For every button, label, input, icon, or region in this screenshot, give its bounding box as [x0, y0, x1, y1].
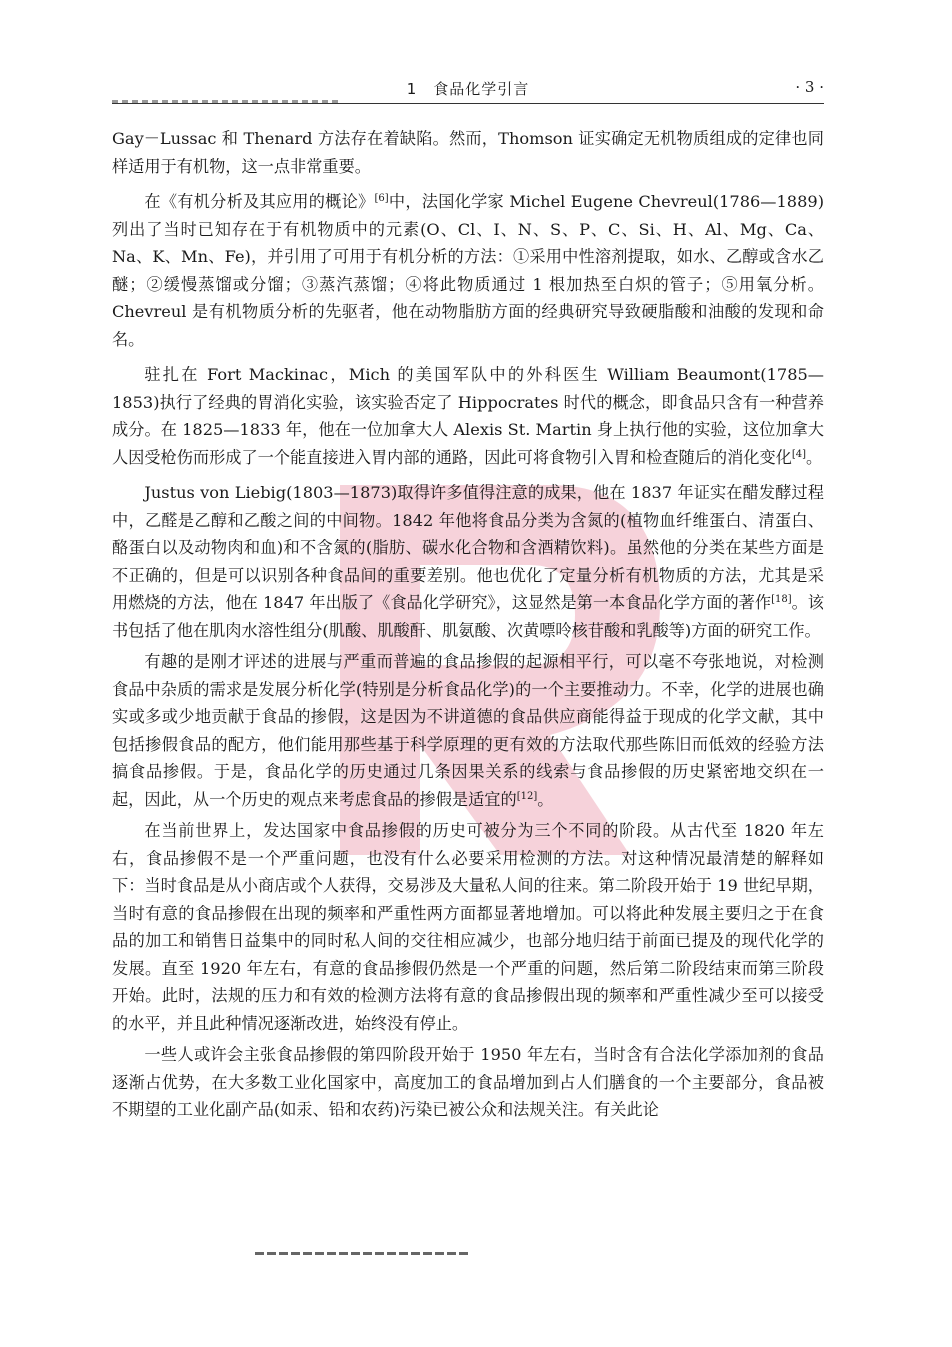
paragraph-2-start: 在《有机分析及其应用的概论》: [144, 192, 375, 211]
paragraph-3-text: 驻扎在 Fort Mackinac，Mich 的美国军队中的外科医生 William Beaumont(1785—1853)执行了经典的胃消化实验，该实验否定了 Hippocrates 时代的概念，即食品只含有一种营养成分。在 1825—1833 年，他在一位加拿大人 Alexis St. Martin 身上执行他的实验，这位加拿大人因受枪伤而形成了一个能直接进入胃内部的通路，因此可将食物引入胃和检查随后的消化变化: [112, 365, 824, 467]
paragraph-2-rest: 中，法国化学家 Michel Eugene Chevreul(1786—1889)列出了当时已知存在于有机物质中的元素(O、Cl、I、N、S、P、C、Si、H、Al、Mg、Ca、Na、K、Mn、Fe)，并引用了可用于有机分析的方法：①采用中性溶剂提取，如水、乙醇或含水乙醚；②缓慢蒸馏或分馏；③蒸汽蒸馏；④将此物质通过 1 根加热至白炽的管子；⑤用氧分析。Chevreul 是有机物质分析的先驱者，他在动物脂肪方面的经典研究导致硬脂酸和油酸的发现和命名。: [112, 192, 825, 349]
running-header: [112, 78, 824, 100]
paragraph-2: [112, 188, 824, 353]
body-text: [112, 125, 824, 1128]
paragraph-4: [112, 479, 824, 644]
citation-4: [4]: [791, 448, 807, 460]
paragraph-1: Gay－Lussac 和 Thenard 方法存在着缺陷。然而，Thomson 证实确定无机物质组成的定律也同样适用于有机物，这一点非常重要。: [112, 129, 824, 176]
paragraph-3: [112, 361, 824, 471]
citation-12: [12]: [516, 790, 538, 802]
citation-6: [6]: [374, 193, 389, 204]
paragraph-6: 在当前世界上，发达国家中食品掺假的历史可被分为三个不同的阶段。从古代至 1820 年左右，食品掺假不是一个严重问题，也没有什么必要采用检测的方法。对这种情况最清楚的解释如下：当时食品是从小商店或个人获得，交易涉及大量私人间的往来。第二阶段开始于 19 世纪早期，当时有意的食品掺假在出现的频率和严重性两方面都显著地增加。可以将此种发展主要归之于在食品的加工和销售日益集中的同时私人间的交往相应减少，也部分地归结于前面已提及的现代化学的发展。直至 1920 年左右，有意的食品掺假仍然是一个严重的问题，然后第二阶段结束而第三阶段开始。此时，法规的压力和有效的检测方法将有意的食品掺假出现的频率和严重性减少至可以接受的水平，并且此种情况逐渐改进，始终没有停止。: [112, 821, 824, 1033]
paragraph-5-end: 。: [537, 789, 554, 809]
paragraph-4-text: Justus von Liebig(1803—1873)取得许多值得注意的成果，他在 1837 年证实在醋发酵过程中，乙醛是乙醇和乙酸之间的中间物。1842 年他将食品分类为含氮的(植物血纤维蛋白、清蛋白、酪蛋白以及动物肉和血)和不含氮的(脂肪、碳水化合物和含酒精饮料)。虽然他的分类在某些方面是不正确的，但是可以识别各种食品间的重要差别。他也优化了定量分析有机物质的方法，尤其是采用燃烧的方法，他在 1847 年出版了《食品化学研究》，这显然是第一本食品化学方面的著作: [112, 483, 824, 612]
paragraph-7: 一些人或许会主张食品掺假的第四阶段开始于 1950 年左右，当时含有合法化学添加剂的食品逐渐占优势，在大多数工业化国家中，高度加工的食品增加到占人们膳食的一个主要部分，食品被不期望的工业化副产品(如汞、铅和农药)污染已被公众和法规关注。有关此论: [112, 1045, 824, 1119]
paragraph-3-end: 。: [806, 447, 823, 467]
header-rule: [112, 103, 824, 104]
citation-18: [18]: [771, 594, 792, 605]
page-number: · 3 ·: [795, 78, 824, 96]
paragraph-4-rest: 。该书包括了他在肌肉水溶性组分(肌酸、肌酸酐、肌氨酸、次黄嘌呤核苷酸和乳酸等)方面的研究工作。: [112, 593, 824, 640]
paragraph-5: [112, 648, 824, 813]
chapter-title: 1 食品化学引言: [406, 80, 530, 98]
footer-rule: [255, 1252, 470, 1255]
paragraph-5-text: 有趣的是刚才评述的进展与严重而普遍的食品掺假的起源相平行，可以毫不夸张地说，对检测食品中杂质的需求是发展分析化学(特别是分析食品化学)的一个主要推动力。不幸，化学的进展也确实或多或少地贡献于食品的掺假，这是因为不讲道德的食品供应商能得益于现成的化学文献，其中包括掺假食品的配方，他们能用那些基于科学原理的更有效的方法取代那些陈旧而低效的经验方法搞食品掺假。于是，食品化学的历史通过几条因果关系的线索与食品掺假的历史紧密地交织在一起，因此，从一个历史的观点来考虑食品的掺假是适宜的: [112, 652, 824, 809]
